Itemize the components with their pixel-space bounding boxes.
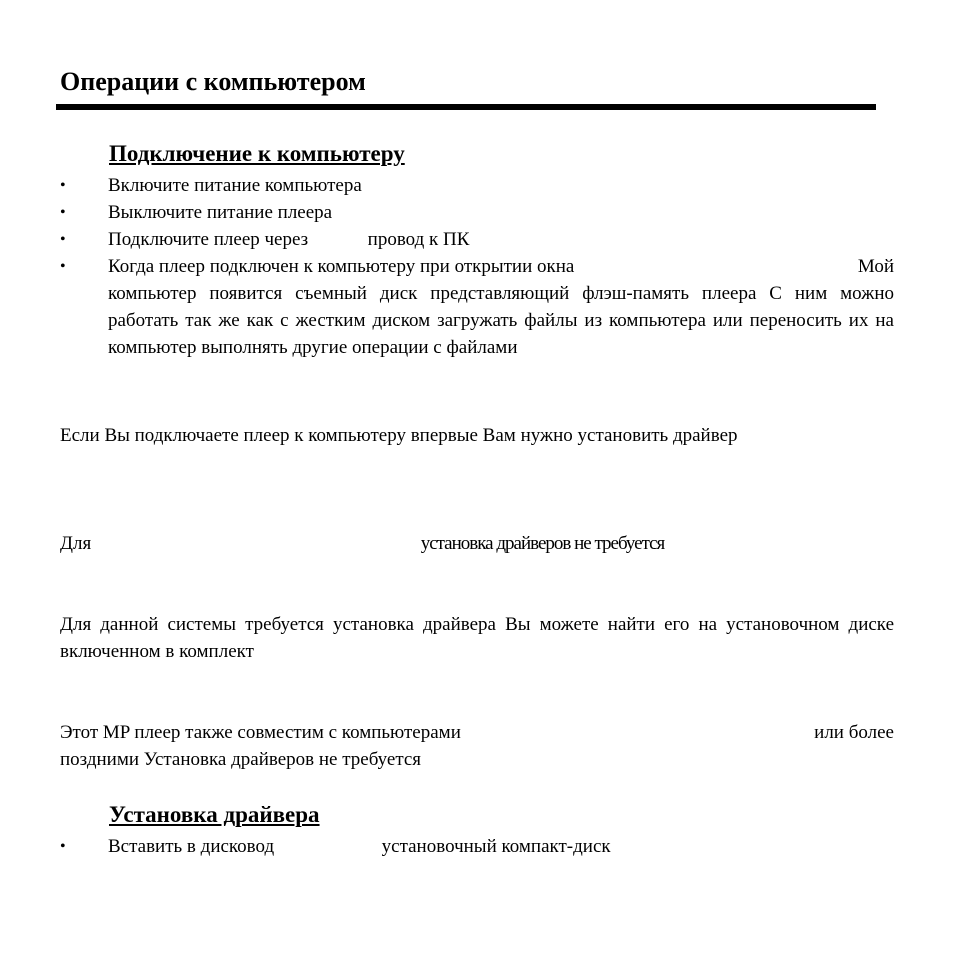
bullet-icon: • <box>60 258 66 275</box>
paragraph-text-part: Этот MP плеер также совместим с компьютерами <box>60 722 461 743</box>
paragraph-driver-required: Для данной системы требуется установка драйвера Вы можете найти его на установочном диске включенном в комплект <box>60 614 894 662</box>
list-item-text <box>108 226 894 253</box>
page-title: Операции с компьютером <box>60 67 366 96</box>
bullet-icon: • <box>60 231 66 248</box>
list-item-text <box>108 253 894 361</box>
list-item <box>60 253 894 361</box>
list-item-text <box>108 833 894 860</box>
list-item-text: Включите питание компьютера <box>108 175 362 196</box>
paragraph-text-part: или более <box>814 722 894 743</box>
paragraph-compatibility <box>60 719 894 773</box>
list-item <box>60 226 894 253</box>
bullet-icon: • <box>60 838 66 855</box>
list-item-text-part: Подключите плеер через <box>108 229 309 250</box>
list-item-text-part: Когда плеер подключен к компьютеру при открытии окна <box>108 256 575 277</box>
paragraph-first-connect: Если Вы подключаете плеер к компьютеру впервые Вам нужно установить драйвер <box>60 425 738 446</box>
paragraph-text-part: Для <box>60 533 92 554</box>
section-title-driver-install: Установка драйвера <box>109 802 320 827</box>
list-item-text-part: компьютер появится съемный диск представляющий флэш-память плеера С ним можно работать так же как с жестким диском загружать файлы из компьютера или переносить их на компьютер выполнять другие операции с файлами <box>108 283 894 358</box>
list-item <box>60 172 894 199</box>
list-item-text: Выключите питание плеера <box>108 202 333 223</box>
bullet-icon: • <box>60 204 66 221</box>
connect-steps-list <box>60 172 894 361</box>
driver-steps-list <box>60 833 894 860</box>
paragraph-text-part: установка драйверов не требуется <box>420 533 665 554</box>
paragraph-text-part: поздними Установка драйверов не требуется <box>60 749 422 770</box>
list-item-text-part: установочный компакт-диск <box>381 836 611 857</box>
bullet-icon: • <box>60 177 66 194</box>
list-item <box>60 833 894 860</box>
paragraph-no-driver <box>60 530 894 557</box>
list-item-text-part: Мой <box>857 256 894 277</box>
list-item <box>60 199 894 226</box>
list-item-text-part: провод к ПК <box>367 229 470 250</box>
list-item-text-part: Вставить в дисковод <box>108 836 275 857</box>
title-divider <box>56 104 876 110</box>
section-title-connect: Подключение к компьютеру <box>109 141 405 166</box>
